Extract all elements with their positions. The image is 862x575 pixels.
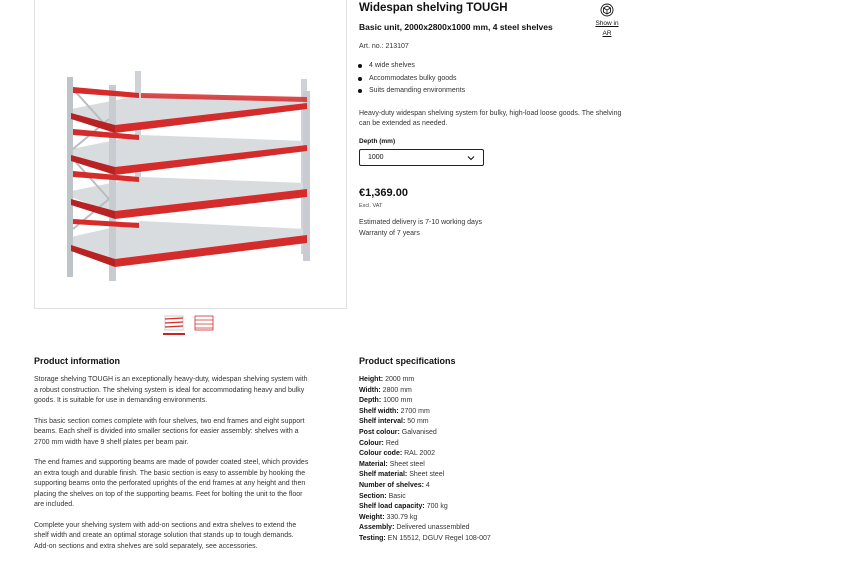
thumbnail-1[interactable] bbox=[163, 313, 185, 335]
product-information-text bbox=[34, 375, 309, 562]
spec-row: Shelf interval: 50 mm bbox=[359, 418, 429, 426]
spec-row: Number of shelves: 4 bbox=[359, 481, 430, 489]
product-title: Widespan shelving TOUGH bbox=[359, 2, 508, 14]
spec-row: Depth: 1000 mm bbox=[359, 397, 413, 405]
delivery-estimate: Estimated delivery is 7-10 working days bbox=[359, 219, 482, 226]
bullet-icon bbox=[358, 77, 362, 81]
info-paragraph: This basic section comes complete with four shelves, two end frames and eight support beams. Each shelf is divided into smaller sections for easier assembly: shelves with a 2700 mm width have 9 shelf plates per beam pair. bbox=[34, 417, 305, 446]
spec-row: Post colour: Galvanised bbox=[359, 428, 437, 436]
show-in-ar-button[interactable] bbox=[590, 3, 624, 39]
info-paragraph: The end frames and supporting beams are made of powder coated steel, which provides an extra tough and durable finish. The basic section is easy to assemble by hooking the supporting beams onto the perforated uprights of the end frames at any height and then placing the shelves on top of the supporting beams. Feet for bolting the unit to the floor are included. bbox=[34, 459, 309, 508]
vat-note: Excl. VAT bbox=[359, 203, 383, 209]
ar-label-line-2: AR bbox=[602, 30, 612, 37]
product-image[interactable] bbox=[34, 0, 347, 309]
ar-cube-icon bbox=[600, 3, 614, 17]
product-subtitle: Basic unit, 2000x2800x1000 mm, 4 steel shelves bbox=[359, 22, 553, 32]
product-information-title: Product information bbox=[34, 356, 120, 366]
chevron-down-icon bbox=[467, 155, 475, 161]
spec-row: Shelf material: Sheet steel bbox=[359, 471, 445, 479]
depth-label: Depth (mm) bbox=[359, 138, 396, 145]
spec-row: Colour: Red bbox=[359, 439, 399, 447]
bullet-icon bbox=[358, 89, 362, 93]
feature-list bbox=[358, 60, 465, 98]
ar-label-line-1: Show in bbox=[595, 20, 619, 27]
warranty-info: Warranty of 7 years bbox=[359, 230, 420, 237]
info-paragraph: Complete your shelving system with add-on sections and extra shelves to extend the shelf width and create an optimal storage solution that stands up to tough demands. Add-on sections and extra shelves are sold separately, see accessories. bbox=[34, 521, 297, 550]
shelving-thumbnail-icon bbox=[164, 315, 184, 331]
shelving-drawing-icon bbox=[194, 315, 214, 331]
spec-row: Colour code: RAL 2002 bbox=[359, 450, 435, 458]
spec-row: Assembly: Delivered unassembled bbox=[359, 524, 470, 532]
feature-item: Accommodates bulky goods bbox=[358, 73, 465, 86]
spec-row: Height: 2000 mm bbox=[359, 376, 415, 383]
spec-row: Shelf width: 2700 mm bbox=[359, 407, 430, 415]
feature-item: 4 wide shelves bbox=[358, 60, 465, 73]
feature-item: Suits demanding environments bbox=[358, 85, 465, 98]
shelving-illustration bbox=[35, 0, 346, 308]
spec-row: Section: Basic bbox=[359, 492, 406, 500]
price: €1,369.00 bbox=[359, 187, 408, 199]
spec-row: Testing: EN 15512, DGUV Regel 108-007 bbox=[359, 534, 491, 542]
spec-row: Weight: 330.79 kg bbox=[359, 513, 418, 521]
product-description: Heavy-duty widespan shelving system for bulky, high-load loose goods. The shelving can be extended as needed. bbox=[359, 110, 622, 127]
product-specifications-title: Product specifications bbox=[359, 356, 456, 366]
thumbnail-2[interactable] bbox=[193, 313, 215, 333]
spec-row: Material: Sheet steel bbox=[359, 460, 425, 468]
spec-row: Shelf load capacity: 700 kg bbox=[359, 503, 448, 511]
depth-selected-value: 1000 bbox=[368, 154, 384, 161]
spec-list bbox=[359, 375, 491, 545]
article-number: Art. no.: 213107 bbox=[359, 43, 409, 50]
depth-select[interactable] bbox=[359, 149, 484, 166]
bullet-icon bbox=[358, 64, 362, 68]
info-paragraph: Storage shelving TOUGH is an exceptionally heavy-duty, widespan shelving system with a robust construction. The shelving system is ideal for accommodating heavy and bulky goods. It is suitable for use in demanding environments. bbox=[34, 376, 308, 404]
spec-row: Width: 2800 mm bbox=[359, 386, 412, 394]
